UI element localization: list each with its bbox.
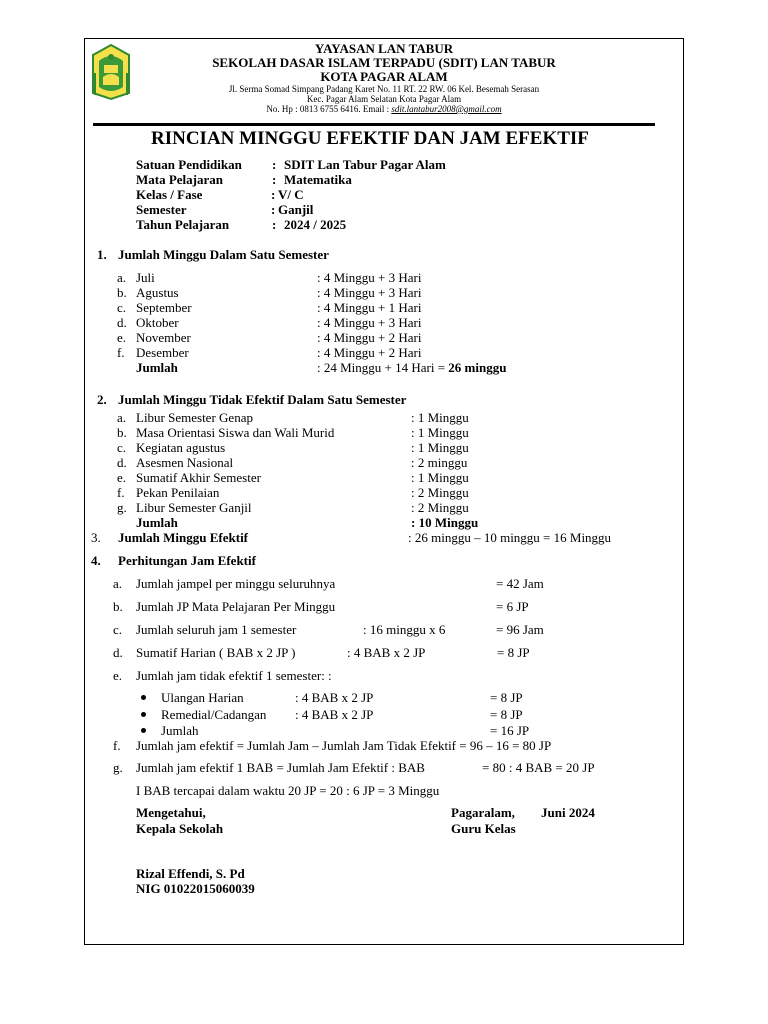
calc-result: = 8 JP [497, 645, 530, 660]
phone-text: No. Hp : 0813 6755 6416. Email : [266, 104, 390, 114]
address-line-1: Jl. Serma Somad Simpang Padang Karet No. 11 RT. 22 RW. 06 Kel. Besemah Serasan [228, 84, 540, 94]
foundation-name: YAYASAN LAN TABUR [314, 41, 454, 56]
list-letter: a. [117, 270, 127, 285]
city-name: KOTA PAGAR ALAM [320, 69, 448, 84]
info-value: SDIT Lan Tabur Pagar Alam [284, 157, 446, 172]
list-letter: e. [117, 330, 127, 345]
section-number: 4. [91, 553, 101, 568]
calc-label: Jumlah seluruh jam 1 semester [136, 622, 297, 637]
calc-result: = 80 : 4 BAB = 20 JP [482, 760, 595, 775]
document-title: RINCIAN MINGGU EFEKTIF DAN JAM EFEKTIF [151, 128, 589, 149]
bullet-icon [141, 728, 146, 733]
total-label: Jumlah [136, 515, 178, 530]
total-label: Jumlah [136, 360, 178, 375]
list-letter: a. [113, 576, 123, 591]
header-rule [93, 123, 655, 126]
signature-right-line2: Guru Kelas [451, 821, 516, 836]
bullet-mid: : 4 BAB x 2 JP [295, 707, 374, 722]
bullet-label: Remedial/Cadangan [161, 707, 267, 722]
section-title: Jumlah Minggu Dalam Satu Semester [118, 247, 329, 262]
document-page [84, 38, 684, 945]
signatory-nig: NIG 01022015060039 [136, 881, 255, 896]
list-letter: d. [113, 645, 123, 660]
info-label: Tahun Pelajaran [136, 217, 230, 232]
list-letter: f. [117, 345, 125, 360]
item-label: Sumatif Akhir Semester [136, 470, 261, 485]
list-letter: f. [117, 485, 125, 500]
month-label: Agustus [136, 285, 179, 300]
section-title: Jumlah Minggu Tidak Efektif Dalam Satu Semester [118, 392, 407, 407]
info-value: Matematika [284, 172, 352, 187]
list-letter: e. [113, 668, 123, 683]
section-value: : 26 minggu – 10 minggu = 16 Minggu [408, 530, 612, 545]
bullet-result: = 8 JP [490, 690, 523, 705]
section-title: Jumlah Minggu Efektif [118, 530, 249, 545]
section-title: Perhitungan Jam Efektif [118, 553, 256, 568]
list-letter: d. [117, 455, 127, 470]
item-value: : 2 Minggu [411, 500, 469, 515]
calc-label: Jumlah JP Mata Pelajaran Per Minggu [136, 599, 336, 614]
item-value: : 1 Minggu [411, 440, 469, 455]
item-label: Pekan Penilaian [136, 485, 220, 500]
month-label: Oktober [136, 315, 179, 330]
calc-mid: : 16 minggu x 6 [363, 622, 446, 637]
bullet-result: = 8 JP [490, 707, 523, 722]
total-result: 26 minggu [448, 360, 507, 375]
calc-mid: : 4 BAB x 2 JP [347, 645, 426, 660]
month-value: : 4 Minggu + 2 Hari [317, 330, 422, 345]
month-value: : 4 Minggu + 2 Hari [317, 345, 422, 360]
email-link[interactable]: sdit.lantabur2008@gmail.com [391, 104, 502, 114]
list-letter: g. [113, 760, 123, 775]
bullet-icon [141, 695, 146, 700]
item-value: : 1 Minggu [411, 410, 469, 425]
item-label: Masa Orientasi Siswa dan Wali Murid [136, 425, 335, 440]
month-label: September [136, 300, 192, 315]
info-sep: : [272, 217, 277, 232]
info-label: Semester [136, 202, 187, 217]
calc-label: Jumlah jampel per minggu seluruhnya [136, 576, 336, 591]
calc-result: = 42 Jam [496, 576, 544, 591]
list-letter: e. [117, 470, 127, 485]
item-label: Libur Semester Ganjil [136, 500, 252, 515]
info-label: Kelas / Fase [136, 187, 203, 202]
info-sep: : [272, 157, 277, 172]
month-value: : 4 Minggu + 1 Hari [317, 300, 422, 315]
info-sep: : [271, 202, 276, 217]
item-label: Kegiatan agustus [136, 440, 226, 455]
address-line-2: Kec. Pagar Alam Selatan Kota Pagar Alam [306, 94, 462, 104]
info-value: Ganjil [278, 202, 314, 217]
item-value: : 2 minggu [411, 455, 468, 470]
info-value: 2024 / 2025 [284, 217, 347, 232]
section-number: 3. [91, 530, 101, 545]
total-value: : 10 Minggu [411, 515, 479, 530]
list-letter: b. [117, 285, 127, 300]
list-letter: b. [117, 425, 127, 440]
calc-note: I BAB tercapai dalam waktu 20 JP = 20 : 6 JP = 3 Minggu [136, 783, 440, 798]
info-sep: : [272, 172, 277, 187]
bullet-label: Ulangan Harian [161, 690, 244, 705]
bullet-mid: : 4 BAB x 2 JP [295, 690, 374, 705]
calc-label: Sumatif Harian ( BAB x 2 JP ) [136, 645, 296, 660]
signature-left-line2: Kepala Sekolah [136, 821, 224, 836]
signature-place: Pagaralam, [451, 805, 515, 820]
item-label: Asesmen Nasional [136, 455, 234, 470]
section-number: 1. [97, 247, 107, 262]
list-letter: f. [113, 738, 121, 753]
item-label: Libur Semester Genap [136, 410, 253, 425]
section-number: 2. [97, 392, 107, 407]
month-value: : 4 Minggu + 3 Hari [317, 270, 422, 285]
info-value: V/ C [278, 187, 304, 202]
calc-label: Jumlah jam tidak efektif 1 semester: : [136, 668, 332, 683]
list-letter: c. [113, 622, 123, 637]
signatory-name: Rizal Effendi, S. Pd [136, 866, 245, 881]
school-name: SEKOLAH DASAR ISLAM TERPADU (SDIT) LAN TABUR [212, 55, 556, 70]
total-value [317, 361, 506, 374]
month-value: : 4 Minggu + 3 Hari [317, 285, 422, 300]
calc-result: = 96 Jam [496, 622, 544, 637]
item-value: : 2 Minggu [411, 485, 469, 500]
item-value: : 1 Minggu [411, 470, 469, 485]
list-letter: a. [117, 410, 127, 425]
list-letter: b. [113, 599, 123, 614]
list-letter: d. [117, 315, 127, 330]
item-value: : 1 Minggu [411, 425, 469, 440]
list-letter: g. [117, 500, 127, 515]
calc-label: Jumlah jam efektif = Jumlah Jam – Jumlah Jam Tidak Efektif = 96 – 16 = 80 JP [136, 738, 552, 753]
signature-date: Juni 2024 [541, 805, 595, 820]
month-label: Juli [136, 270, 155, 285]
calc-result: = 6 JP [496, 599, 529, 614]
bullet-label: Jumlah [161, 723, 199, 738]
contact-line [85, 105, 683, 114]
list-letter: c. [117, 300, 127, 315]
total-expression: : 24 Minggu + 14 Hari = [317, 360, 446, 375]
info-sep: : [271, 187, 276, 202]
month-label: Desember [136, 345, 189, 360]
calc-label: Jumlah jam efektif 1 BAB = Jumlah Jam Efektif : BAB [136, 760, 425, 775]
month-label: November [136, 330, 191, 345]
bullet-icon [141, 712, 146, 717]
info-label: Mata Pelajaran [136, 172, 224, 187]
month-value: : 4 Minggu + 3 Hari [317, 315, 422, 330]
bullet-result: = 16 JP [490, 723, 530, 738]
signature-left-line1: Mengetahui, [136, 805, 206, 820]
info-label: Satuan Pendidikan [136, 157, 242, 172]
list-letter: c. [117, 440, 127, 455]
